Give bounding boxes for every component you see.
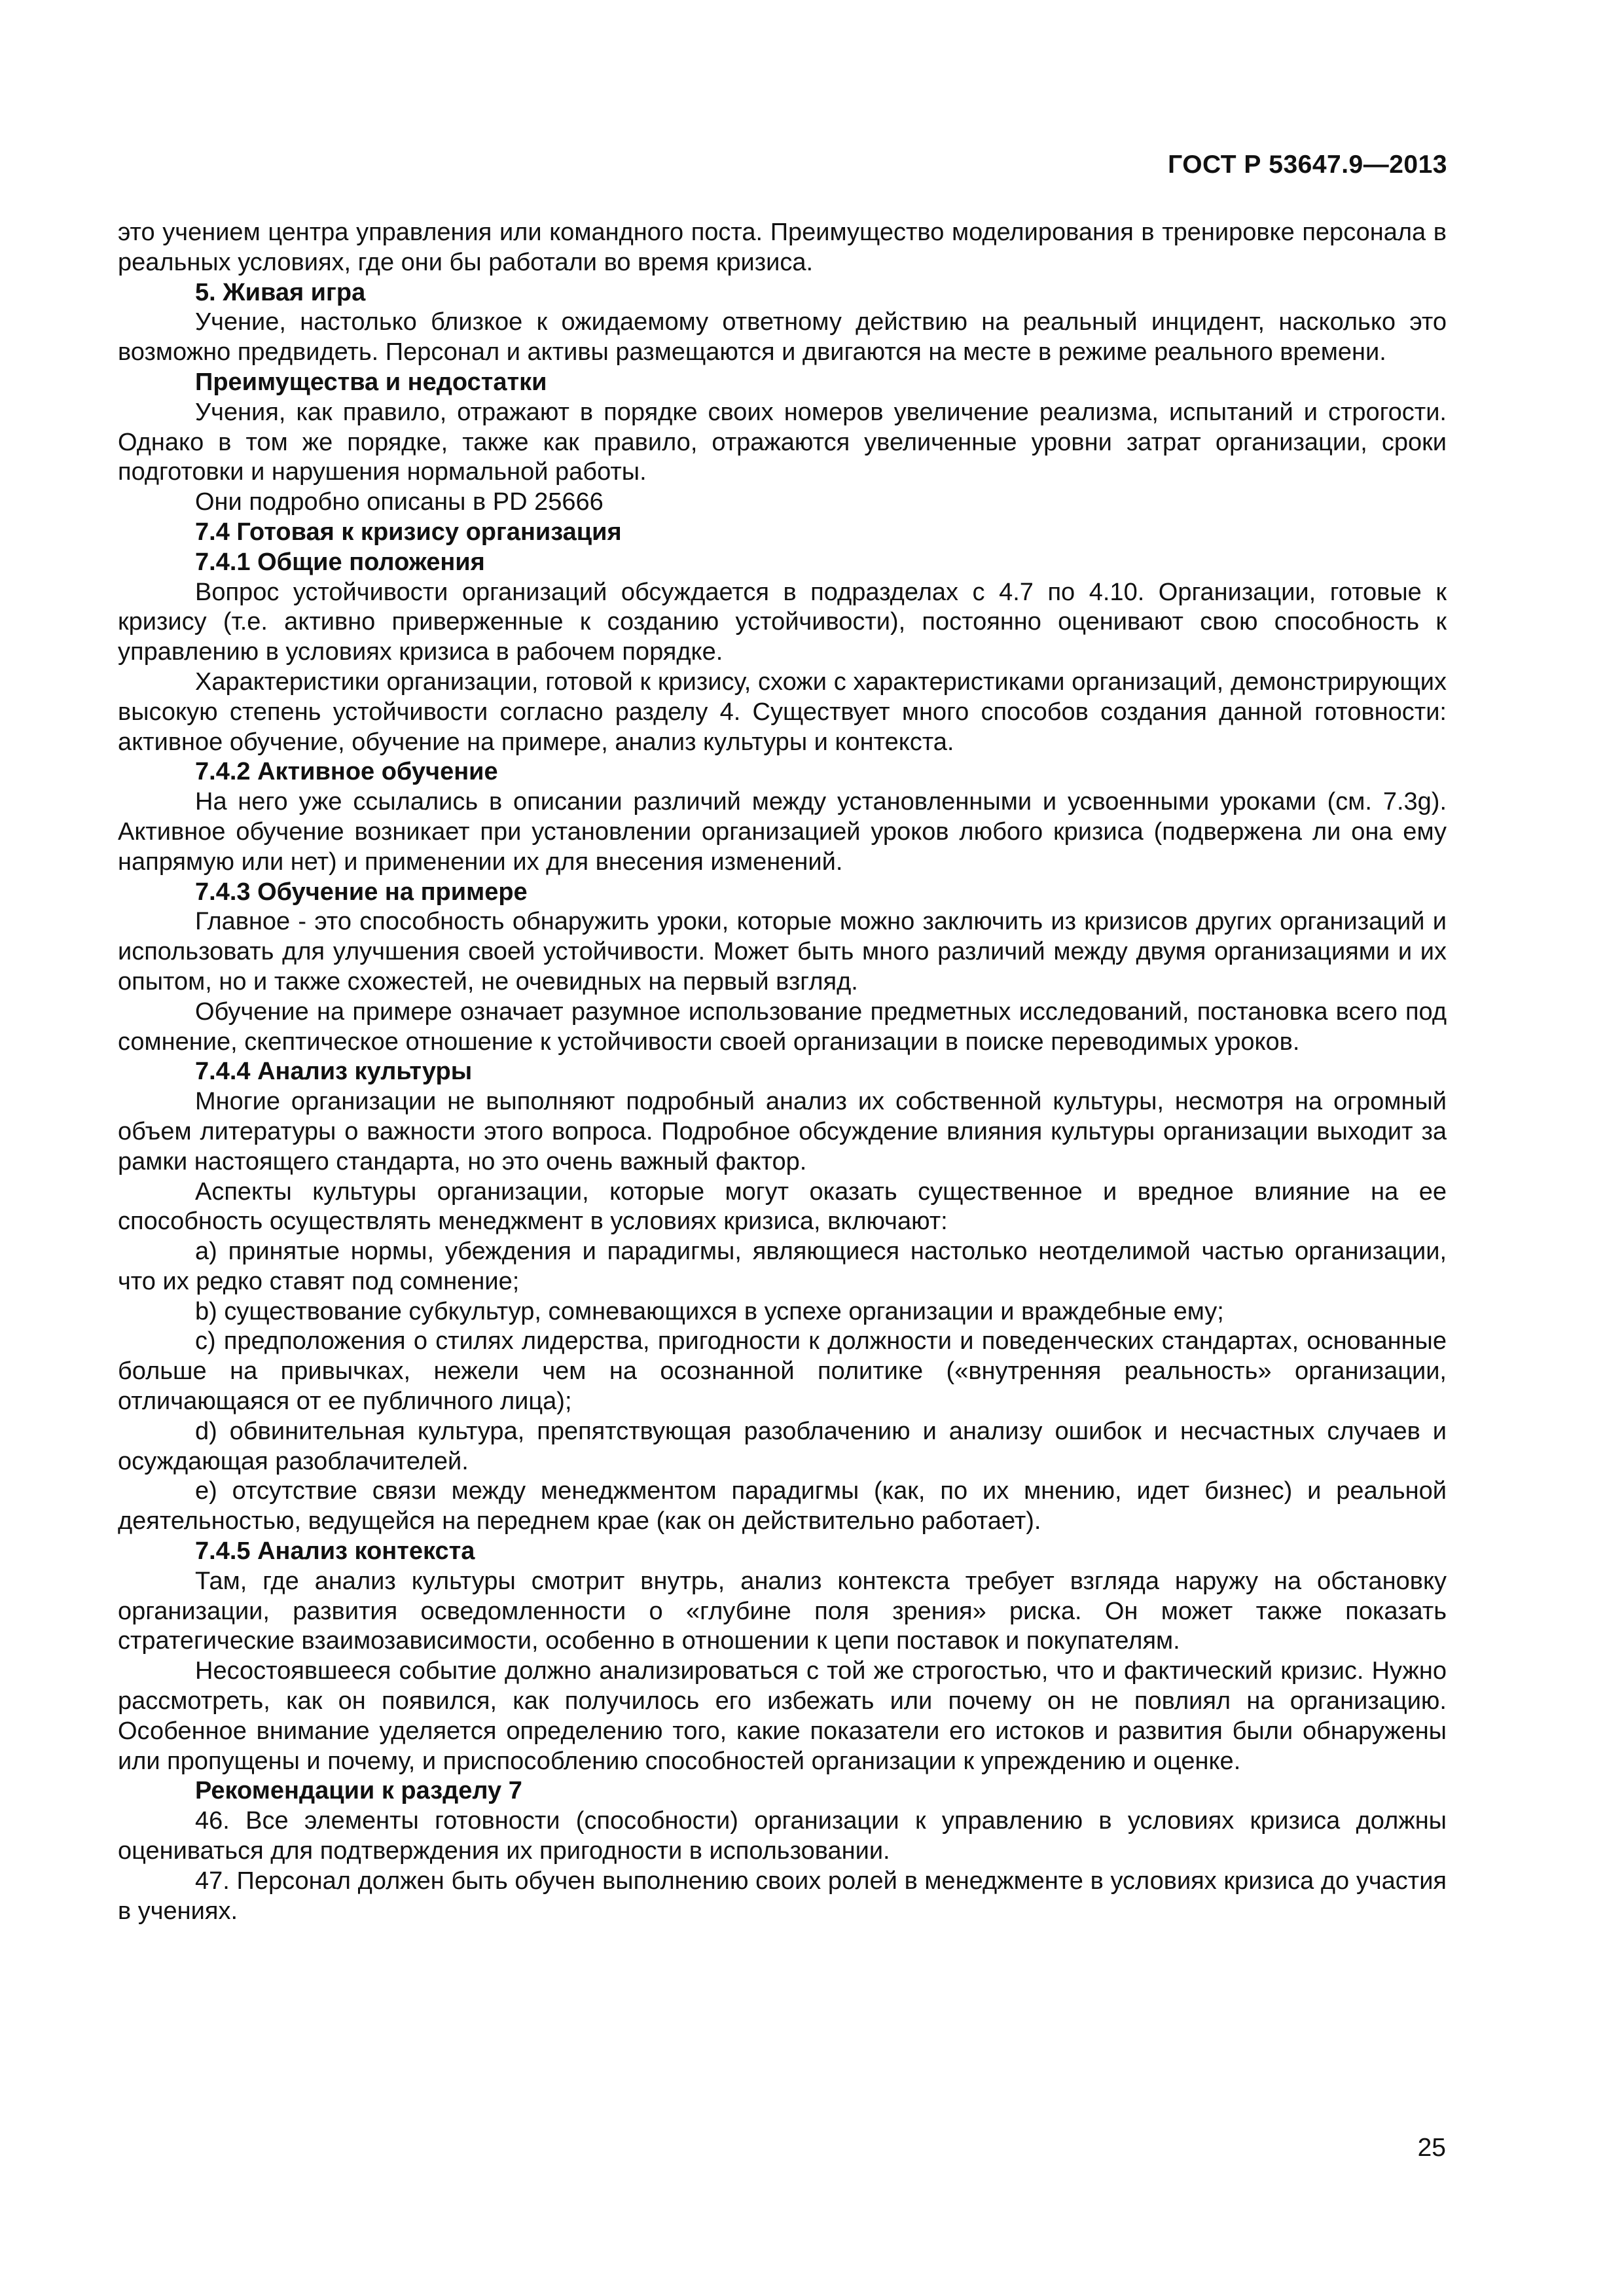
section-heading: 5. Живая игра xyxy=(195,278,366,306)
body-paragraph: Они подробно описаны в PD 25666 xyxy=(195,488,604,516)
body-paragraph: a) принятые нормы, убеждения и парадигмы, являющиеся настолько неотделимой частью организации, что их редко ставят под сомнение; xyxy=(118,1238,1447,1295)
page-number: 25 xyxy=(1417,2134,1446,2162)
document-standard-header: ГОСТ Р 53647.9—2013 xyxy=(1168,151,1447,179)
section-heading: Рекомендации к разделу 7 xyxy=(195,1777,522,1805)
section-heading: Преимущества и недостатки xyxy=(195,368,547,396)
body-paragraph: это учением центра управления или командного поста. Преимущество моделирования в тренировке персонала в реальных условиях, где они бы работали во время кризиса. xyxy=(118,219,1447,276)
body-paragraph: c) предположения о стилях лидерства, пригодности к должности и поведенческих стандартах, основанные больше на привычках, нежели чем на осознанной политике («внутренняя реальность» организации, отличающаяся от ее публичного лица); xyxy=(118,1327,1447,1416)
body-paragraph: Характеристики организации, готовой к кризису, схожи с характеристиками организаций, демонстрирующих высокую степень устойчивости согласно разделу 4. Существует много способов создания данной готовности: активное обучение, обучение на примере, анализ культуры и контекста. xyxy=(118,668,1447,756)
body-paragraph: Учения, как правило, отражают в порядке своих номеров увеличение реализма, испытаний и строгости. Однако в том же порядке, также как правило, отражаются увеличенные уровни затрат организации, сроки подготовки и нарушения нормальной работы. xyxy=(118,398,1447,486)
body-paragraph: 47. Персонал должен быть обучен выполнению своих ролей в менеджменте в условиях кризиса до участия в учениях. xyxy=(118,1867,1447,1925)
section-heading: 7.4.2 Активное обучение xyxy=(195,758,498,786)
section-heading: 7.4.5 Анализ контекста xyxy=(195,1537,475,1566)
body-paragraph: На него уже ссылались в описании различий между установленными и усвоенными уроками (см. 7.3g). Активное обучение возникает при установлении организацией уроков любого кризиса (подвержена ли она ему напрямую или нет) и применении их для внесения изменений. xyxy=(118,788,1447,876)
body-paragraph: Учение, настолько близкое к ожидаемому ответному действию на реальный инцидент, насколько это возможно предвидеть. Персонал и активы размещаются и двигаются на месте в режиме реального времени. xyxy=(118,308,1447,367)
section-heading: 7.4.4 Анализ культуры xyxy=(195,1058,473,1086)
body-paragraph: Несостоявшееся событие должно анализироваться с той же строгостью, что и фактический кризис. Нужно рассмотреть, как он появился, как получилось его избежать или почему он не повлиял на организацию. Особенное внимание уделяется определению того, какие показатели его истоков и развития были обнаружены или пропущены и почему, и приспособлению способностей организации к упреждению и оценке. xyxy=(118,1657,1447,1775)
section-heading: 7.4 Готовая к кризису организация xyxy=(195,518,622,546)
body-paragraph: e) отсутствие связи между менеджментом парадигмы (как, по их мнению, идет бизнес) и реальной деятельностью, ведущейся на переднем крае (как он действительно работает). xyxy=(118,1477,1447,1535)
body-paragraph: Вопрос устойчивости организаций обсуждается в подразделах с 4.7 по 4.10. Организации, готовые к кризису (т.е. активно приверженные к созданию устойчивости), постоянно оценивают свою способность к управлению в условиях кризиса в рабочем порядке. xyxy=(118,578,1447,666)
section-heading: 7.4.3 Обучение на примере xyxy=(195,878,528,906)
body-paragraph: Главное - это способность обнаружить уроки, которые можно заключить из кризисов других организаций и использовать для улучшения своей устойчивости. Может быть много различий между двумя организациями и их опытом, но и также схожестей, не очевидных на первый взгляд. xyxy=(118,908,1447,996)
body-paragraph: Аспекты культуры организации, которые могут оказать существенное и вредное влияние на ее способность осуществлять менеджмент в условиях кризиса, включают: xyxy=(118,1177,1447,1236)
body-paragraph: Обучение на примере означает разумное использование предметных исследований, постановка всего под сомнение, скептическое отношение к устойчивости своей организации в поиске переводимых уроков. xyxy=(118,997,1447,1056)
body-paragraph: Многие организации не выполняют подробный анализ их собственной культуры, несмотря на огромный объем литературы о важности этого вопроса. Подробное обсуждение влияния культуры организации выходит за рамки настоящего стандарта, но это очень важный фактор. xyxy=(118,1088,1447,1175)
section-heading: 7.4.1 Общие положения xyxy=(195,548,485,576)
body-paragraph: 46. Все элементы готовности (способности) организации к управлению в условиях кризиса должны оцениваться для подтверждения их пригодности в использовании. xyxy=(118,1807,1447,1865)
body-paragraph: Там, где анализ культуры смотрит внутрь, анализ контекста требует взгляда наружу на обстановку организации, развития осведомленности о «глубине поля зрения» риска. Он может также показать стратегические взаимозависимости, особенно в отношении к цепи поставок и покупателям. xyxy=(118,1567,1447,1655)
body-paragraph: d) обвинительная культура, препятствующая разоблачению и анализу ошибок и несчастных случаев и осуждающая разоблачителей. xyxy=(118,1417,1447,1475)
document-body xyxy=(118,218,1447,1926)
body-paragraph: b) существование субкультур, сомневающихся в успехе организации и враждебные ему; xyxy=(195,1297,1224,1325)
